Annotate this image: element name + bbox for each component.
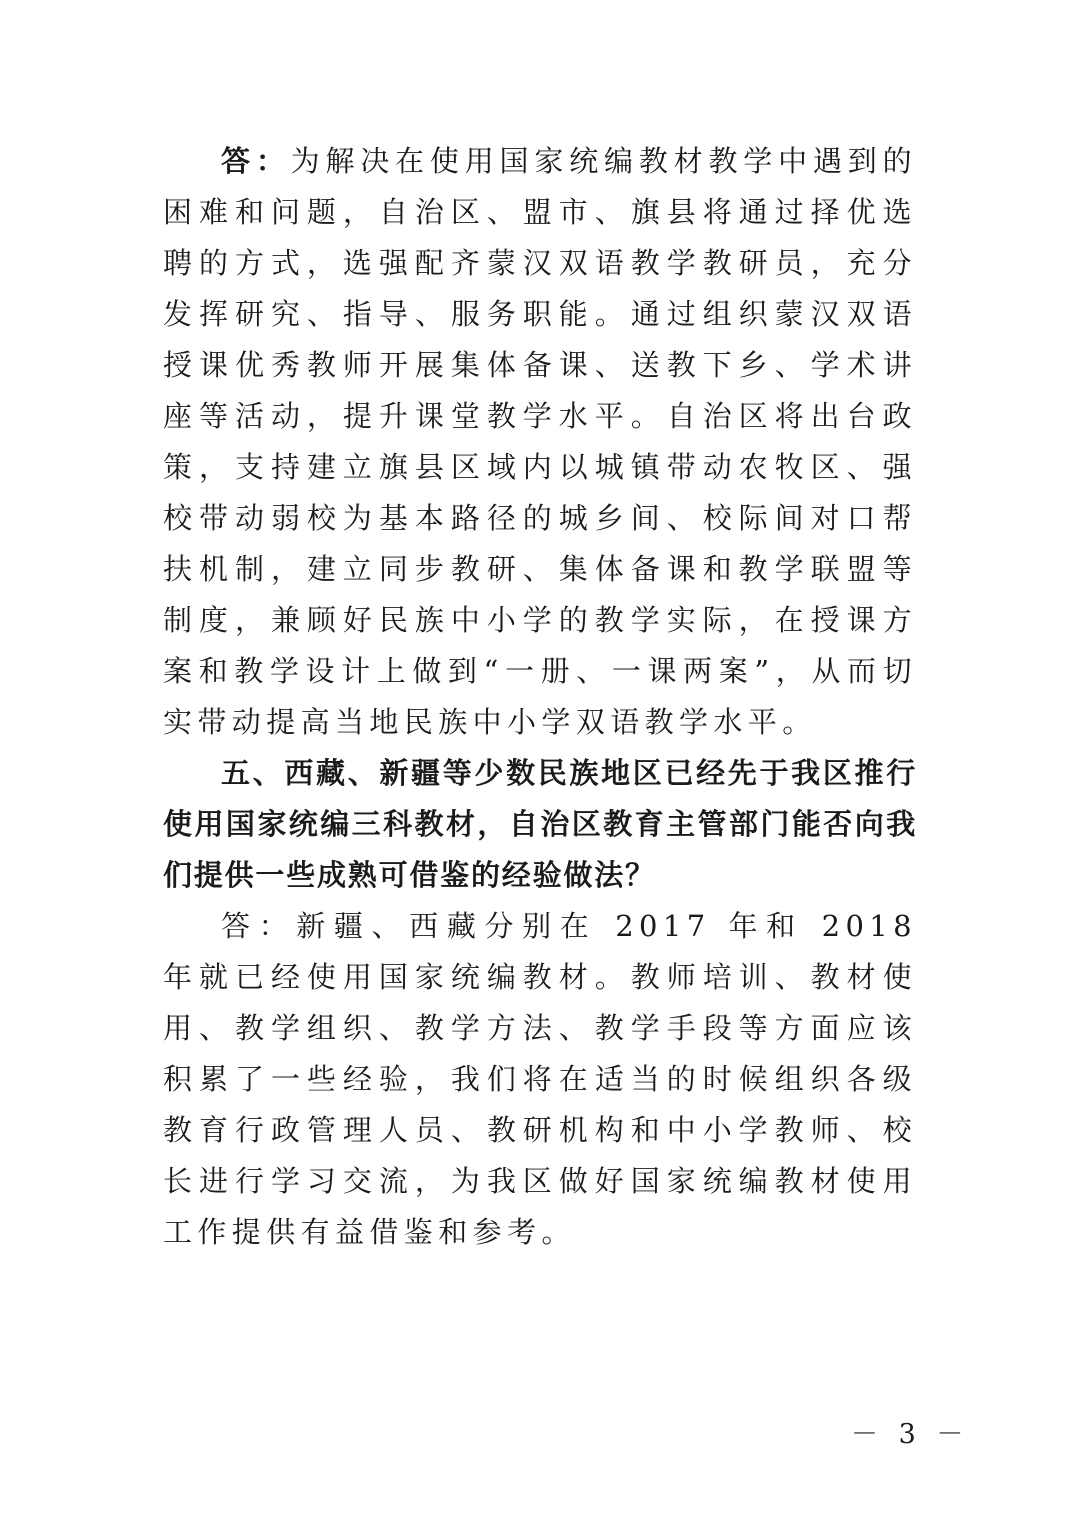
answer-paragraph-5: 答：新疆、西藏分别在 2017 年和 2018 年就已经使用国家统编教材。教师培训、教材使用、教学组织、教学方法、教学手段等方面应该积累了一些经验，我们将在适当的时候组织各级教育行政管理人员、教研机构和中小学教师、校长进行学习交流，为我区做好国家统编教材使用工作提供有益借鉴和参考。 [163,909,917,1249]
answer-text-4: 为解决在使用国家统编教材教学中遇到的困难和问题，自治区、盟市、旗县将通过择优选聘的方式，选强配齐蒙汉双语教学教研员，充分发挥研究、指导、服务职能。通过组织蒙汉双语授课优秀教师开展集体备课、送教下乡、学术讲座等活动，提升课堂教学水平。自治区将出台政策，支持建立旗县区域内以城镇带动农牧区、强校带动弱校为基本路径的城乡间、校际间对口帮扶机制，建立同步教研、集体备课和教学联盟等制度，兼顾好民族中小学的教学实际，在授课方案和教学设计上做到“一册、一课两案”，从而切实带动提高当地民族中小学双语教学水平。 [163,144,917,739]
question-heading-5: 五、西藏、新疆等少数民族地区已经先于我区推行使用国家统编三科教材，自治区教育主管部门能否向我们提供一些成熟可借鉴的经验做法？ [163,756,917,892]
page-number: － 3 － [851,1419,970,1450]
answer-paragraph-4 [163,136,917,748]
answer-label: 答： [221,144,291,178]
document-body [163,136,917,1258]
